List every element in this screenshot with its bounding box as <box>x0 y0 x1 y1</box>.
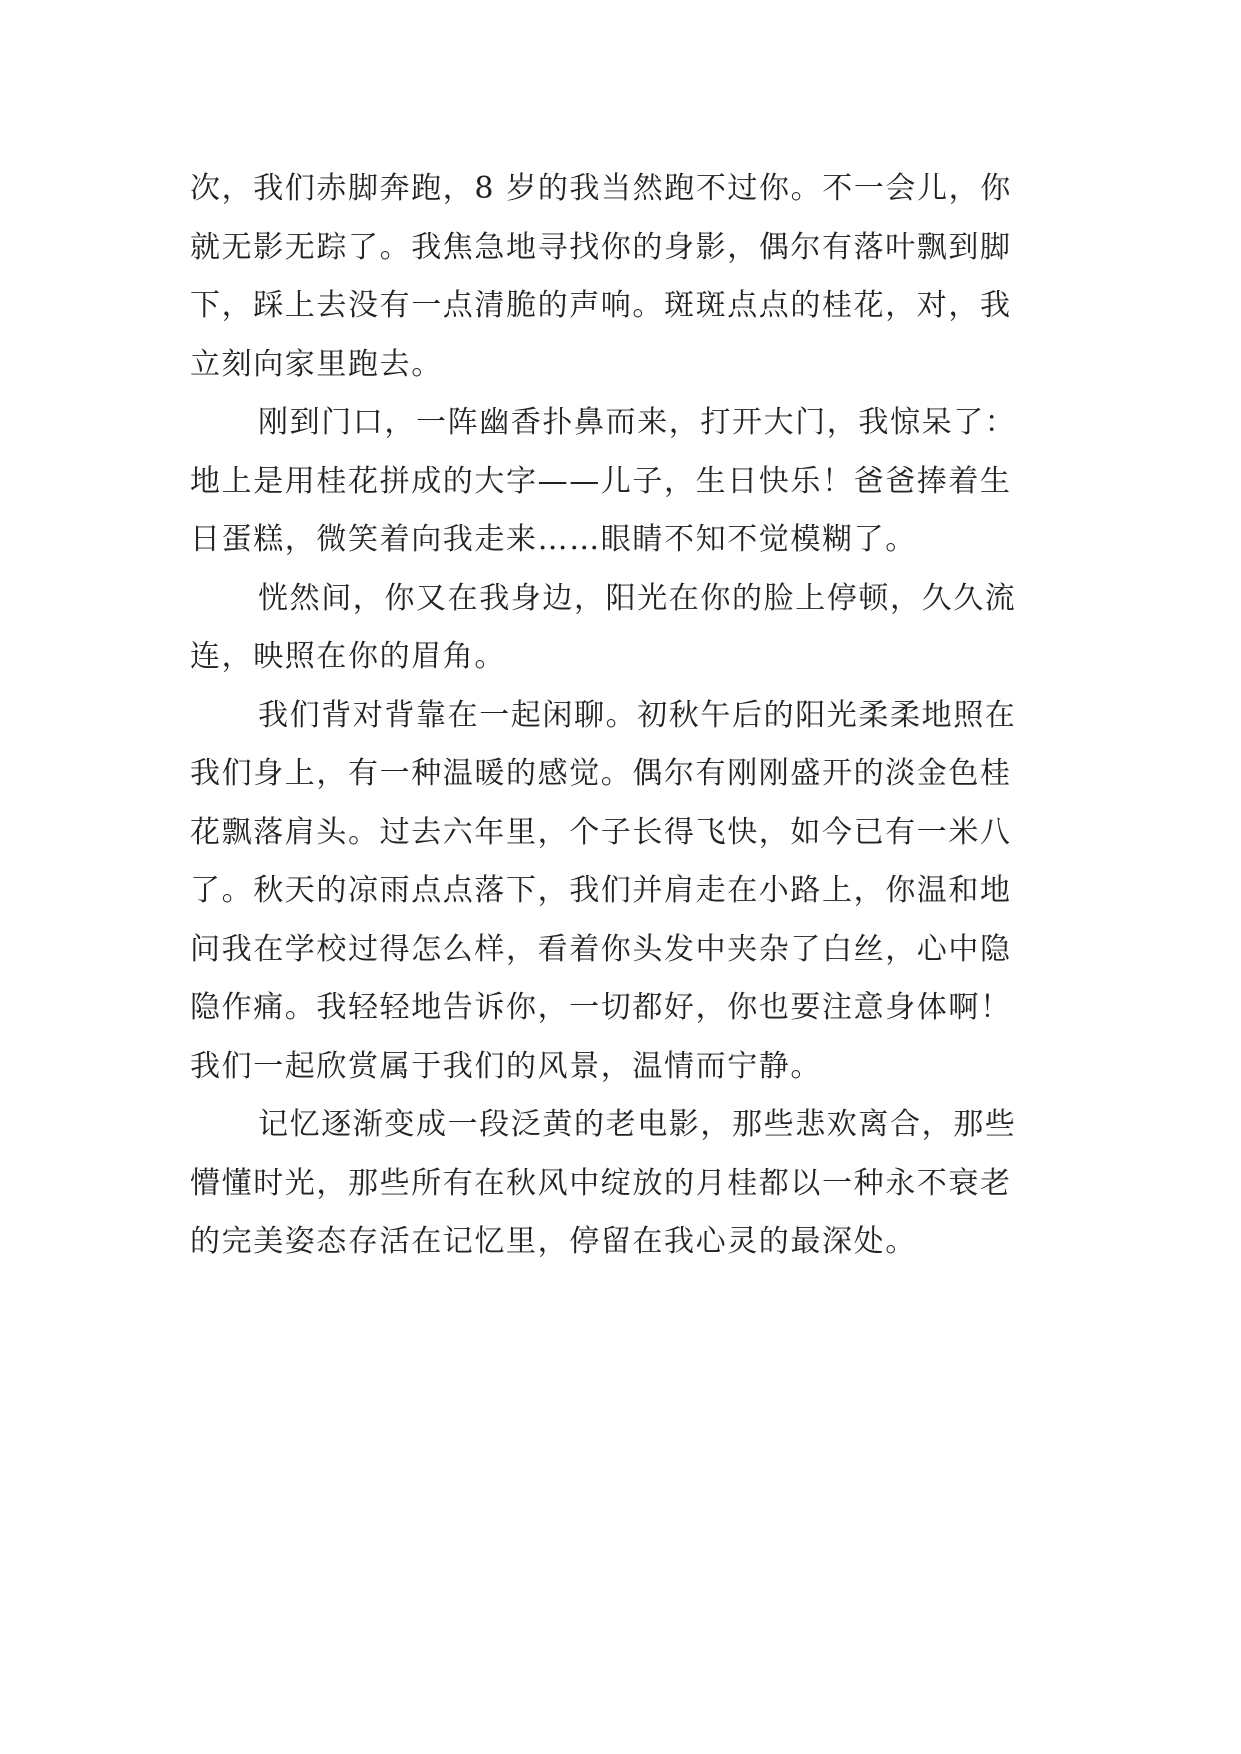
text-line: 日蛋糕，微笑着向我走来……眼睛不知不觉模糊了。 <box>190 522 917 557</box>
text-line: 我们一起欣赏属于我们的风景，温情而宁静。 <box>190 1048 822 1084</box>
text-line: 的完美姿态存活在记忆里，停留在我心灵的最深处。 <box>190 1224 917 1259</box>
text-line: 就无影无踪了。我焦急地寻找你的身影，偶尔有落叶飘到脚 <box>190 229 1012 265</box>
paragraph <box>190 570 1052 687</box>
paragraph <box>190 160 1052 394</box>
text-line: 立刻向家里跑去。 <box>190 346 443 382</box>
text-line: 记忆逐渐变成一段泛黄的老电影，那些悲欢离合，那些 <box>258 1107 1017 1142</box>
text-line: 问我在学校过得怎么样，看着你头发中夹杂了白丝，心中隐 <box>190 931 1012 967</box>
essay-body <box>190 160 1052 1272</box>
text-line: 了。秋天的凉雨点点落下，我们并肩走在小路上，你温和地 <box>190 873 1012 908</box>
text-line: 我们背对背靠在一起闲聊。初秋午后的阳光柔柔地照在 <box>258 697 1017 733</box>
paragraph <box>190 687 1052 1097</box>
text-line: 隐作痛。我轻轻地告诉你，一切都好，你也要注意身体啊！ <box>190 990 1012 1025</box>
text-line: 我们身上，有一种温暖的感觉。偶尔有刚刚盛开的淡金色桂 <box>190 756 1012 791</box>
paragraph <box>190 394 1052 570</box>
text-line: 连，映照在你的眉角。 <box>190 639 506 674</box>
text-line: 下，踩上去没有一点清脆的声响。斑斑点点的桂花，对，我 <box>190 288 1012 323</box>
text-line: 懵懂时光，那些所有在秋风中绽放的月桂都以一种永不衰老 <box>190 1165 1012 1201</box>
text-line: 恍然间，你又在我身边，阳光在你的脸上停顿，久久流 <box>258 580 1017 616</box>
text-line: 花飘落肩头。过去六年里，个子长得飞快，如今已有一米八 <box>190 814 1012 850</box>
text-line: 刚到门口，一阵幽香扑鼻而来，打开大门，我惊呆了： <box>258 405 1017 440</box>
text-line: 次，我们赤脚奔跑，8 岁的我当然跑不过你。不一会儿，你 <box>190 171 1012 206</box>
paragraph <box>190 1096 1052 1272</box>
text-line: 地上是用桂花拼成的大字——儿子，生日快乐！爸爸捧着生 <box>190 463 1012 499</box>
